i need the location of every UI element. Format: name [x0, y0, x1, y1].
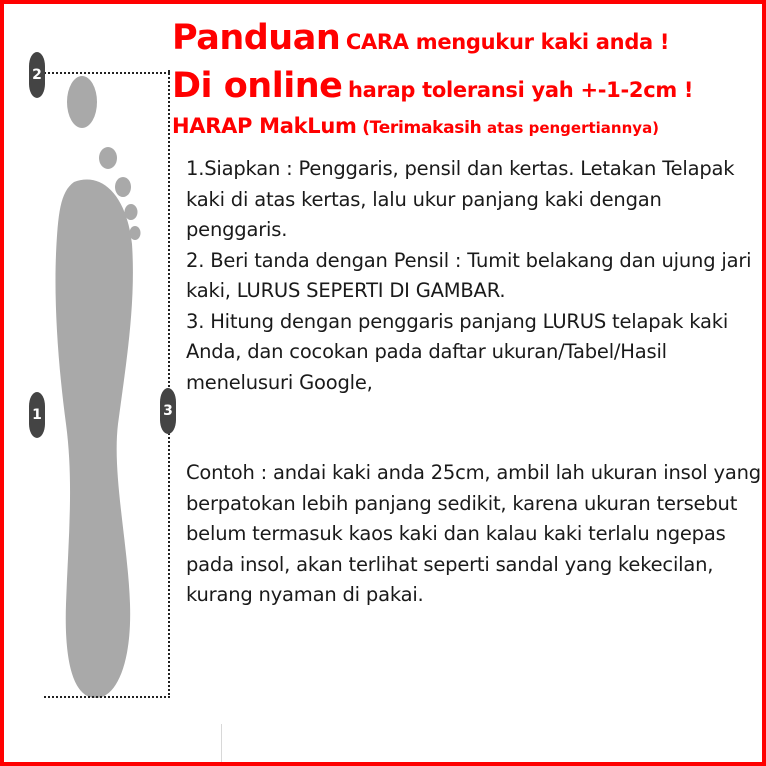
- title-line-2: [172, 66, 756, 106]
- title-line-1: [172, 18, 756, 58]
- top-measure-line: [44, 72, 170, 74]
- title-harap-maklum: HARAP MakLum: [172, 114, 357, 138]
- bottom-measure-line: [44, 696, 170, 698]
- example-text: Contoh : andai kaki anda 25cm, ambil lah ukuran insol yang berpatokan lebih panjang sedikit, karena ukuran tersebut belum termasuk kaos kaki dan kalau kaki terlalu ngepas pada insol, akan terlihat seperti sandal yang kekecilan, kurang nyaman di pakai.: [186, 461, 761, 606]
- example-paragraph: [186, 458, 762, 611]
- instruction-list: [186, 154, 762, 398]
- marker-top: 2: [29, 52, 45, 98]
- title-line-2-rest: harap toleransi yah +-1-2cm !: [347, 78, 694, 102]
- title-line-3: [172, 114, 756, 138]
- marker-right: 3: [160, 388, 176, 434]
- instruction-step-3: 3. Hitung dengan penggaris panjang LURUS telapak kaki Anda, dan cocokan pada daftar ukuran/Tabel/Hasil menelusuri Google,: [186, 309, 729, 394]
- marker-left: 1: [29, 392, 45, 438]
- length-measure-line: [168, 70, 170, 698]
- title-pengertian: atas pengertiannya): [487, 119, 660, 137]
- title-panduan: Panduan: [172, 18, 341, 58]
- title-line-1-rest: CARA mengukur kaki anda !: [345, 30, 670, 54]
- divider-line: [221, 724, 222, 762]
- instruction-step-1: 1.Siapkan : Penggaris, pensil dan kertas. Letakan Telapak kaki di atas kertas, lalu ukur panjang kaki dengan penggaris.: [186, 157, 735, 241]
- foot-illustration: [4, 4, 184, 762]
- title-terimakasih: (Terimakasih: [362, 118, 482, 138]
- footprint-icon: [4, 4, 184, 762]
- title-di-online: Di online: [172, 66, 343, 106]
- instruction-step-2: 2. Beri tanda dengan Pensil : Tumit belakang dan ujung jari kaki, LURUS SEPERTI DI GAMBAR.: [186, 248, 752, 302]
